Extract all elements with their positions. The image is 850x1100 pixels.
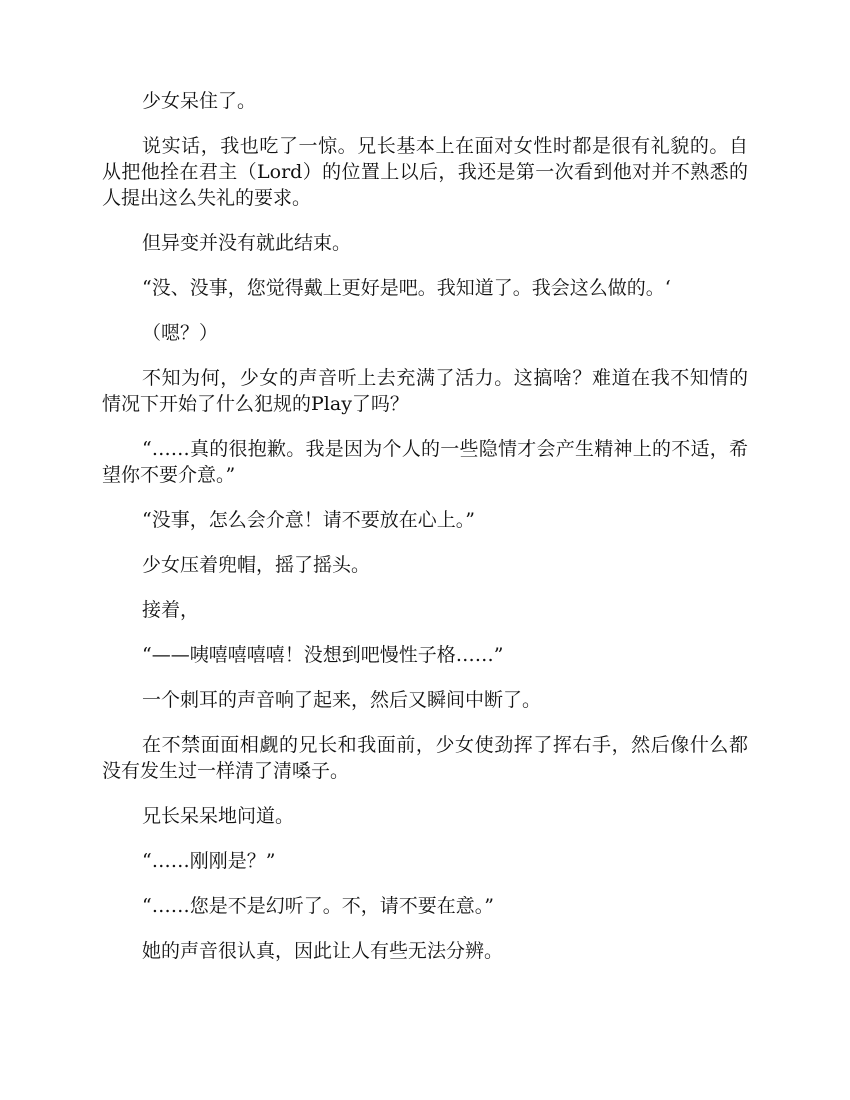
paragraph: “没、没事，您觉得戴上更好是吧。我知道了。我会这么做的。‘ bbox=[142, 277, 671, 299]
paragraph: “没事，怎么会介意！请不要放在心上。” bbox=[142, 509, 475, 531]
paragraph: 少女压着兜帽，摇了摇头。 bbox=[142, 554, 371, 576]
paragraph: 不知为何，少女的声音听上去充满了活力。这搞啥？难道在我不知情的情况下开始了什么犯规的Play了吗？ bbox=[102, 367, 748, 415]
paragraph: “……刚刚是？” bbox=[142, 850, 276, 872]
paragraph: 兄长呆呆地问道。 bbox=[142, 805, 295, 827]
paragraph: “——咦嘻嘻嘻嘻！没想到吧慢性子格……” bbox=[142, 644, 504, 666]
paragraph: 接着， bbox=[142, 599, 200, 621]
paragraph: 一个刺耳的声音响了起来，然后又瞬间中断了。 bbox=[142, 689, 542, 711]
paragraph: 但异变并没有就此结束。 bbox=[142, 232, 352, 254]
paragraph: 在不禁面面相觑的兄长和我面前，少女使劲挥了挥右手，然后像什么都没有发生过一样清了清嗓子。 bbox=[102, 734, 748, 782]
paragraph: 她的声音很认真，因此让人有些无法分辨。 bbox=[142, 940, 504, 962]
paragraph: “……真的很抱歉。我是因为个人的一些隐情才会产生精神上的不适，希望你不要介意。” bbox=[102, 438, 748, 486]
paragraph: （嗯？） bbox=[142, 322, 219, 344]
paragraph: “……您是不是幻听了。不，请不要在意。” bbox=[142, 895, 494, 917]
paragraph: 少女呆住了。 bbox=[142, 90, 257, 112]
document-body bbox=[102, 88, 748, 983]
paragraph: 说实话，我也吃了一惊。兄长基本上在面对女性时都是很有礼貌的。自从把他拴在君主（Lord）的位置上以后，我还是第一次看到他对并不熟悉的人提出这么失礼的要求。 bbox=[102, 135, 748, 209]
